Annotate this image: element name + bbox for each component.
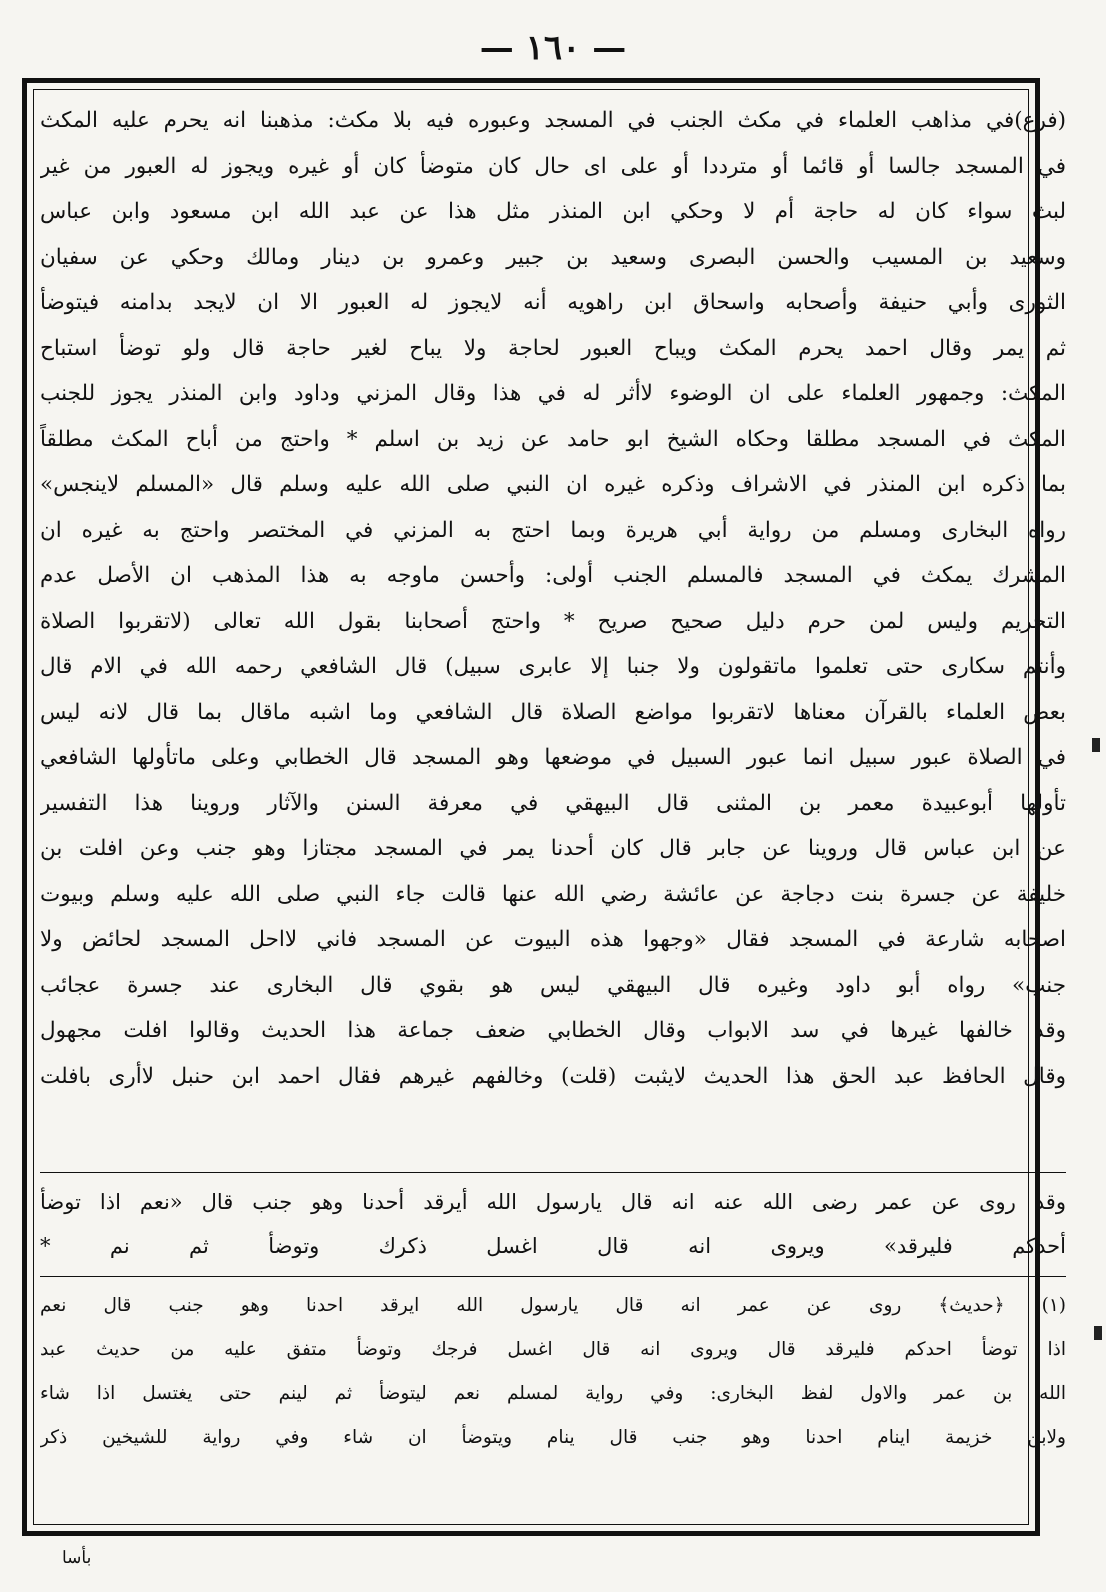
footnote-line: (١) ﴿حديث﴾ روى عن عمر انه قال يارسول الله ايرقد احدنا وهو جنب قال نعم [40,1295,1066,1316]
main-line: المكث في المسجد مطلقا وحكاه الشيخ ابو حامد عن زيد بن اسلم * واحتج من أباح المكث مطلقاً [40,426,1066,452]
footnote-line: اذا توضأ احدكم فليرقد قال ويروى انه قال اغسل فرجك وتوضأ متفق عليه من حديث عبد [40,1339,1066,1360]
main-line: وقال الحافظ عبد الحق هذا الحديث لايثبت (قلت) وخالفهم غيرهم فقال احمد ابن حنبل لاأرى بافلت [40,1063,1066,1089]
main-line: في الصلاة عبور سبيل انما عبور السبيل في موضعها وهو المسجد قال الخطابي وعلى ماتأولها الشافعي [40,745,1066,770]
footnote-divider [40,1276,1066,1277]
scan-mark [1092,738,1100,752]
main-line: لبث سواء كان له حاجة أم لا وحكي ابن المنذر مثل هذا عن عبد الله ابن مسعود وابن عباس [40,199,1066,224]
main-line: (فرع)في مذاهب العلماء في مكث الجنب في المسجد وعبوره فيه بلا مكث: مذهبنا انه يحرم عليه المكث [40,108,1066,133]
main-line: في المسجد جالسا أو قائما أو مترددا أو على اى حال كان متوضأ كان أو غيره ويجوز له العبور من غير [40,153,1066,179]
note-line: وقد روى عن عمر رضى الله عنه انه قال يارسول الله أيرقد أحدنا وهو جنب قال «نعم اذا توضأ [40,1190,1066,1214]
main-line: التحريم وليس لمن حرم دليل صحيح صريح * واحتج أصحابنا بقول الله تعالى (لاتقربوا الصلاة [40,608,1066,634]
main-line: بما ذكره ابن المنذر في الاشراف وذكره غيره ان النبي صلى الله عليه وسلم قال «المسلم لاينجس» [40,472,1066,497]
main-line: المشرك يمكث في المسجد فالمسلم الجنب أولى: وأحسن ماوجه به هذا المذهب ان الأصل عدم [40,563,1066,588]
main-text-block [40,98,1066,1170]
section-divider [40,1172,1066,1173]
scan-mark [1094,1326,1102,1340]
main-line: اصحابه شارعة في المسجد فقال «وجهوا هذه البيوت عن المسجد فاني لااحل المسجد لحائض ولا [40,927,1066,952]
page-number: — ١٦٠ — [479,28,627,68]
main-line: وأنتم سكارى حتى تعلموا ماتقولون ولا جنبا إلا عابرى سبيل) قال الشافعي رحمه الله في الام قال [40,654,1066,679]
secondary-text-block [40,1180,1066,1268]
main-line: تأولها أبوعبيدة معمر بن المثنى قال البيهقي في معرفة السنن والآثار وروينا هذا التفسير [40,790,1066,816]
footnote-line: ولابن خزيمة اينام احدنا وهو جنب قال ينام ويتوضأ ان شاء وفي رواية للشيخين ذكر [40,1427,1066,1448]
catchword: بأسا [62,1548,92,1568]
main-line: ثم يمر وقال احمد يحرم المكث ويباح العبور لحاجة ولا يباح لغير حاجة قال ولو توضأ استباح [40,335,1066,361]
note-line: أحدكم فليرقد» ويروى انه قال اغسل ذكرك وتوضأ ثم نم * [40,1234,1066,1258]
main-line: وسعيد بن المسيب والحسن البصرى وسعيد بن جبير وعمرو بن دينار ومالك وحكي عن سفيان [40,244,1066,270]
main-line: عن ابن عباس قال وروينا عن جابر قال كان أحدنا يمر في المسجد مجتازا وهو جنب وعن افلت بن [40,836,1066,861]
main-line: وقد خالفها غيرها في سد الابواب وقال الخطابي ضعف جماعة هذا الحديث وقالوا افلت مجهول [40,1018,1066,1043]
main-line: المكث: وجمهور العلماء على ان الوضوء لاأثر له في هذا وقال المزني وداود وابن المنذر يجوز للجنب [40,381,1066,406]
main-line: بعض العلماء بالقرآن معناها لاتقربوا مواضع الصلاة قال الشافعي وما اشبه ماقال بما قال لانه ليس [40,699,1066,725]
main-line: رواه البخارى ومسلم من رواية أبي هريرة وبما احتج به المزني في المختصر واحتج به غيره ان [40,517,1066,543]
main-line: الثورى وأبي حنيفة وأصحابه واسحاق ابن راهويه أنه لايجوز له العبور الا ان لايجد بدامنه فيتوضأ [40,290,1066,315]
footnote-block [40,1284,1066,1460]
main-line: جنب» رواه أبو داود وغيره قال البيهقي ليس هو بقوي قال البخارى عند جسرة عجائب [40,972,1066,998]
main-line: خليفة عن جسرة بنت دجاجة عن عائشة رضي الله عنها قالت جاء النبي صلى الله عليه وسلم وبيوت [40,881,1066,907]
footnote-line: الله بن عمر والاول لفظ البخارى: وفي رواية لمسلم نعم ليتوضأ ثم لينم حتى يغتسل اذا شاء [40,1383,1066,1404]
